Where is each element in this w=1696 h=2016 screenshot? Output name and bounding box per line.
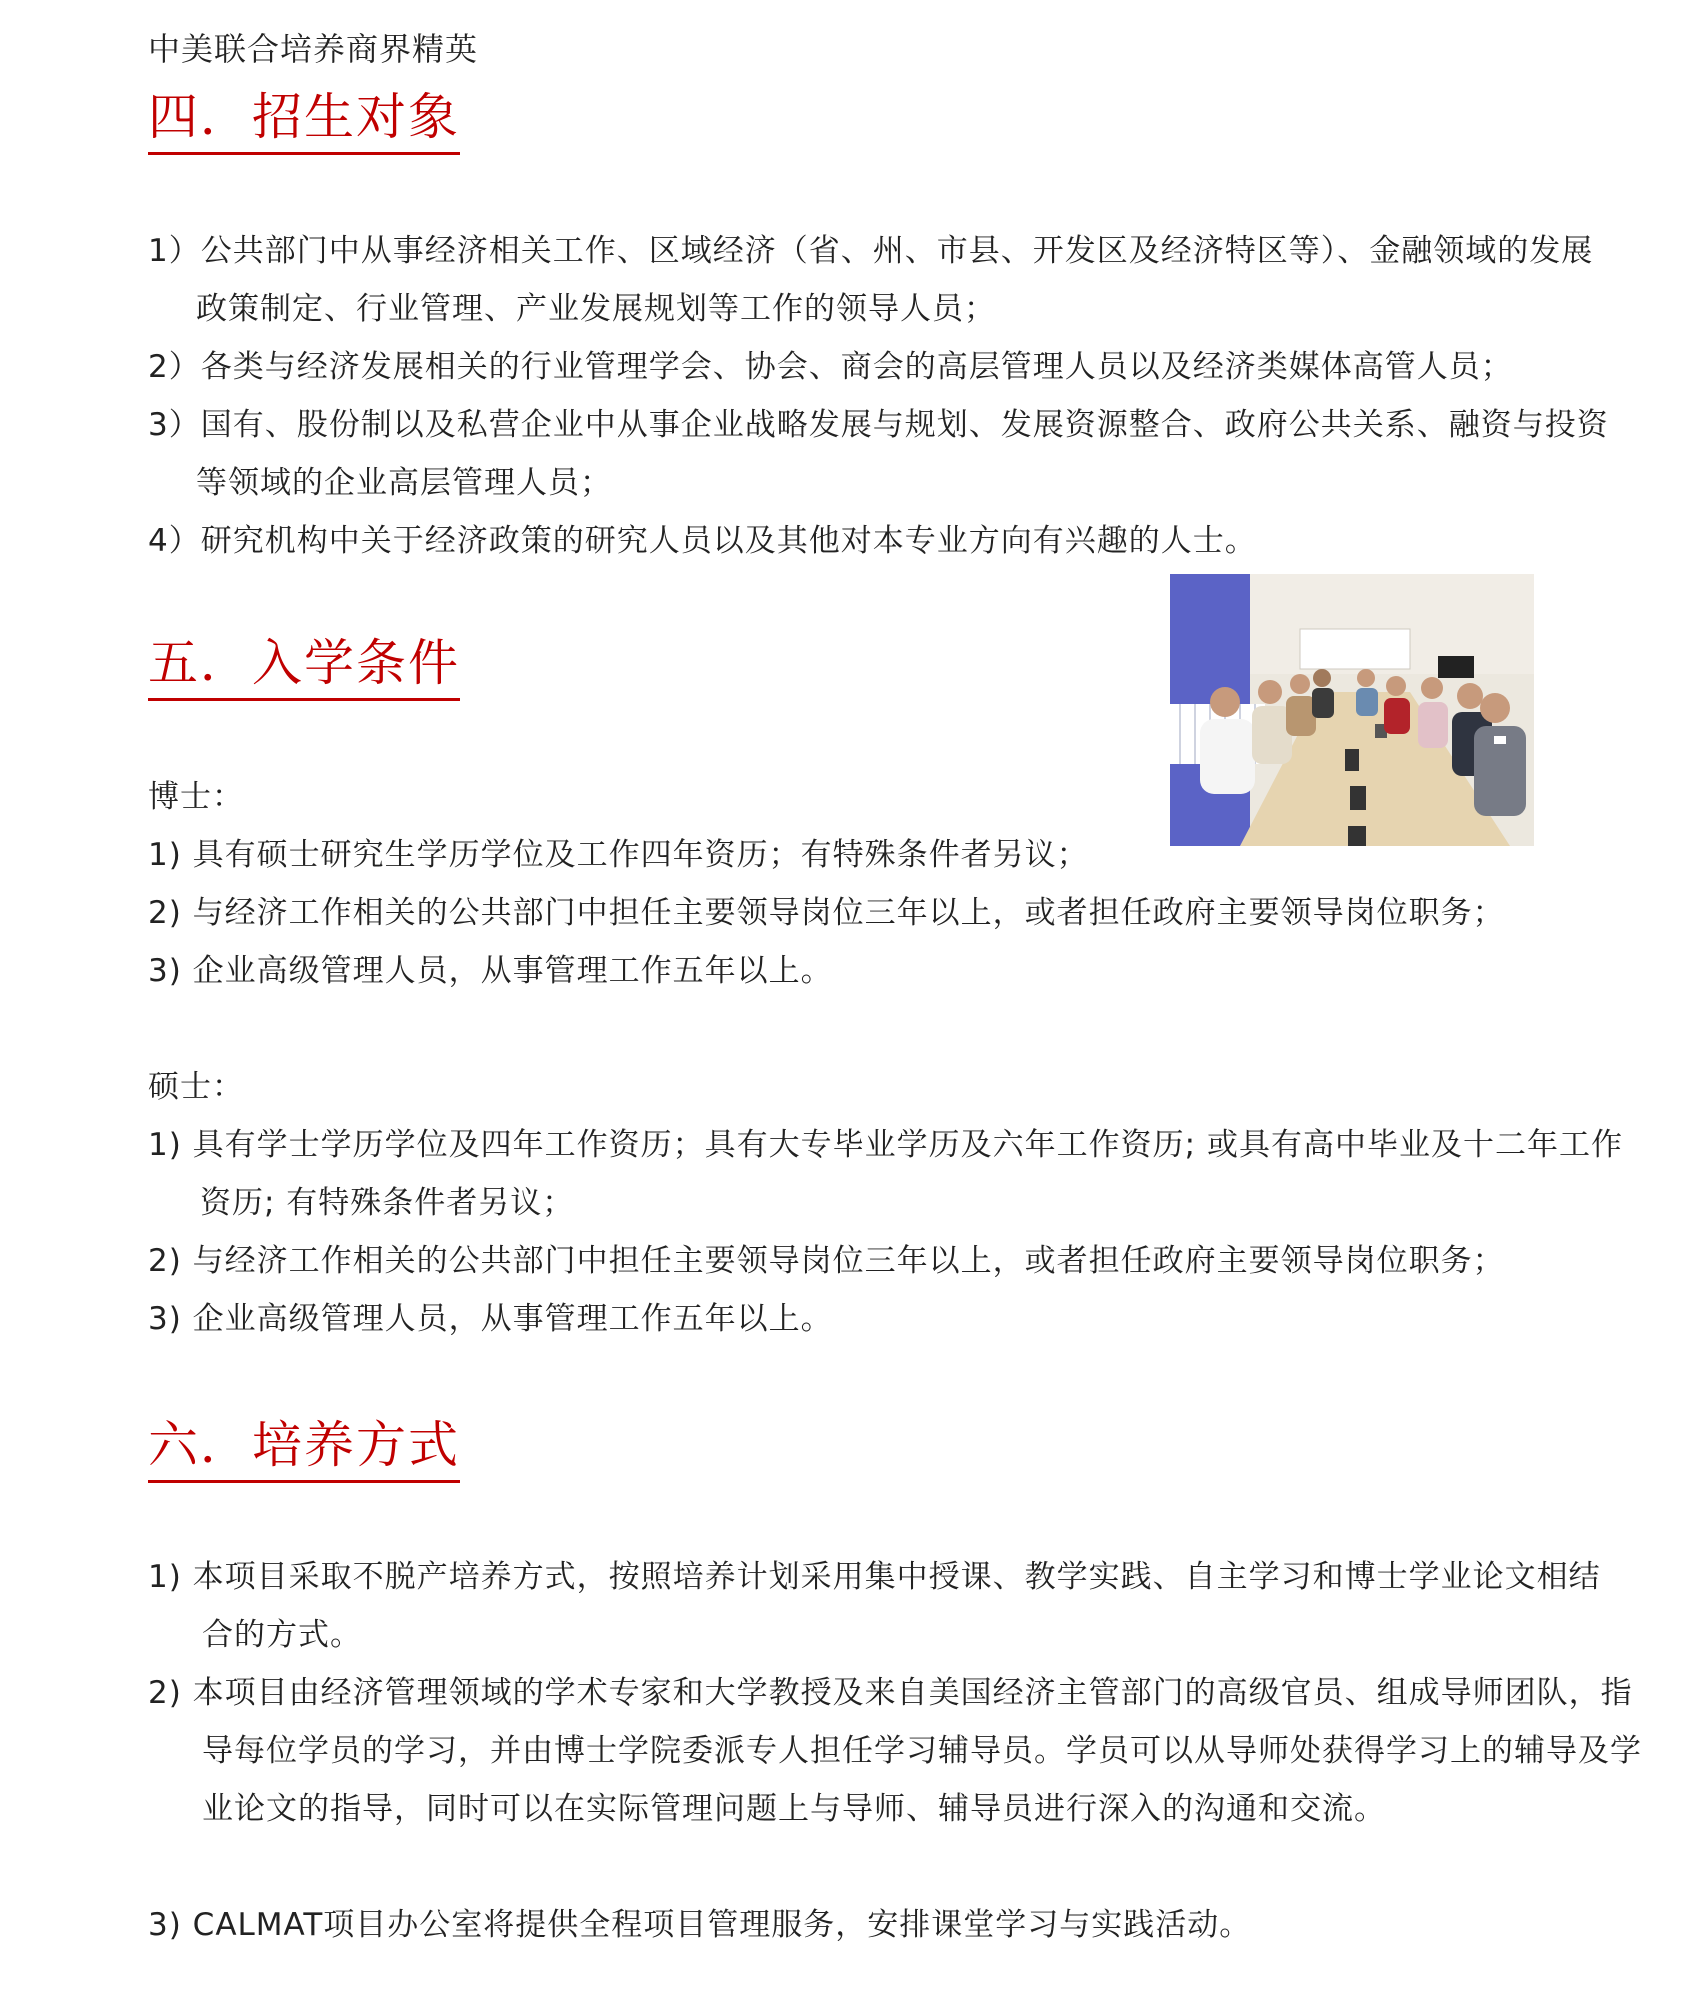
page-header-title: 中美联合培养商界精英	[148, 30, 479, 68]
list-item: 2) 与经济工作相关的公共部门中担任主要领导岗位三年以上，或者担任政府主要领导岗位职务；	[148, 895, 1505, 931]
list-item: 3) 企业高级管理人员，从事管理工作五年以上。	[148, 953, 833, 989]
master-label: 硕士：	[148, 1069, 244, 1105]
list-item: 2）各类与经济发展相关的行业管理学会、协会、商会的高层管理人员以及经济类媒体高管人员；	[148, 349, 1513, 385]
section-heading-training-method: 六．培养方式	[148, 1414, 460, 1483]
list-item: 3）国有、股份制以及私营企业中从事企业战略发展与规划、发展资源整合、政府公共关系、融资与投资等领域的企业高层管理人员；	[148, 407, 1609, 501]
list-item: 2) 本项目由经济管理领域的学术专家和大学教授及来自美国经济主管部门的高级官员、组成导师团队，指导每位学员的学习，并由博士学院委派专人担任学习辅导员。学员可以从导师处获得学习上的辅导及学业论文的指导，同时可以在实际管理问题上与导师、辅导员进行深入的沟通和交流。	[148, 1675, 1642, 1827]
list-item: 3) 企业高级管理人员，从事管理工作五年以上。	[148, 1301, 833, 1337]
list-item: 1）公共部门中从事经济相关工作、区域经济（省、州、市县、开发区及经济特区等）、金融领域的发展政策制定、行业管理、产业发展规划等工作的领导人员；	[148, 233, 1594, 327]
list-item: 2) 与经济工作相关的公共部门中担任主要领导岗位三年以上，或者担任政府主要领导岗位职务；	[148, 1243, 1505, 1279]
list-item: 1) 具有学士学历学位及四年工作资历；具有大专毕业学历及六年工作资历; 或具有高中毕业及十二年工作资历; 有特殊条件者另议；	[148, 1127, 1623, 1221]
list-item: 3) CALMAT项目办公室将提供全程项目管理服务，安排课堂学习与实践活动。	[148, 1907, 1252, 1943]
section-heading-enrollment-targets: 四．招生对象	[148, 86, 460, 155]
list-item: 1) 本项目采取不脱产培养方式，按照培养计划采用集中授课、教学实践、自主学习和博士学业论文相结合的方式。	[148, 1559, 1601, 1653]
section-heading-admission-requirements: 五．入学条件	[148, 632, 460, 701]
doctor-label: 博士：	[148, 779, 244, 815]
list-item: 1) 具有硕士研究生学历学位及工作四年资历；有特殊条件者另议；	[148, 837, 1089, 873]
list-item: 4）研究机构中关于经济政策的研究人员以及其他对本专业方向有兴趣的人士。	[148, 523, 1257, 559]
